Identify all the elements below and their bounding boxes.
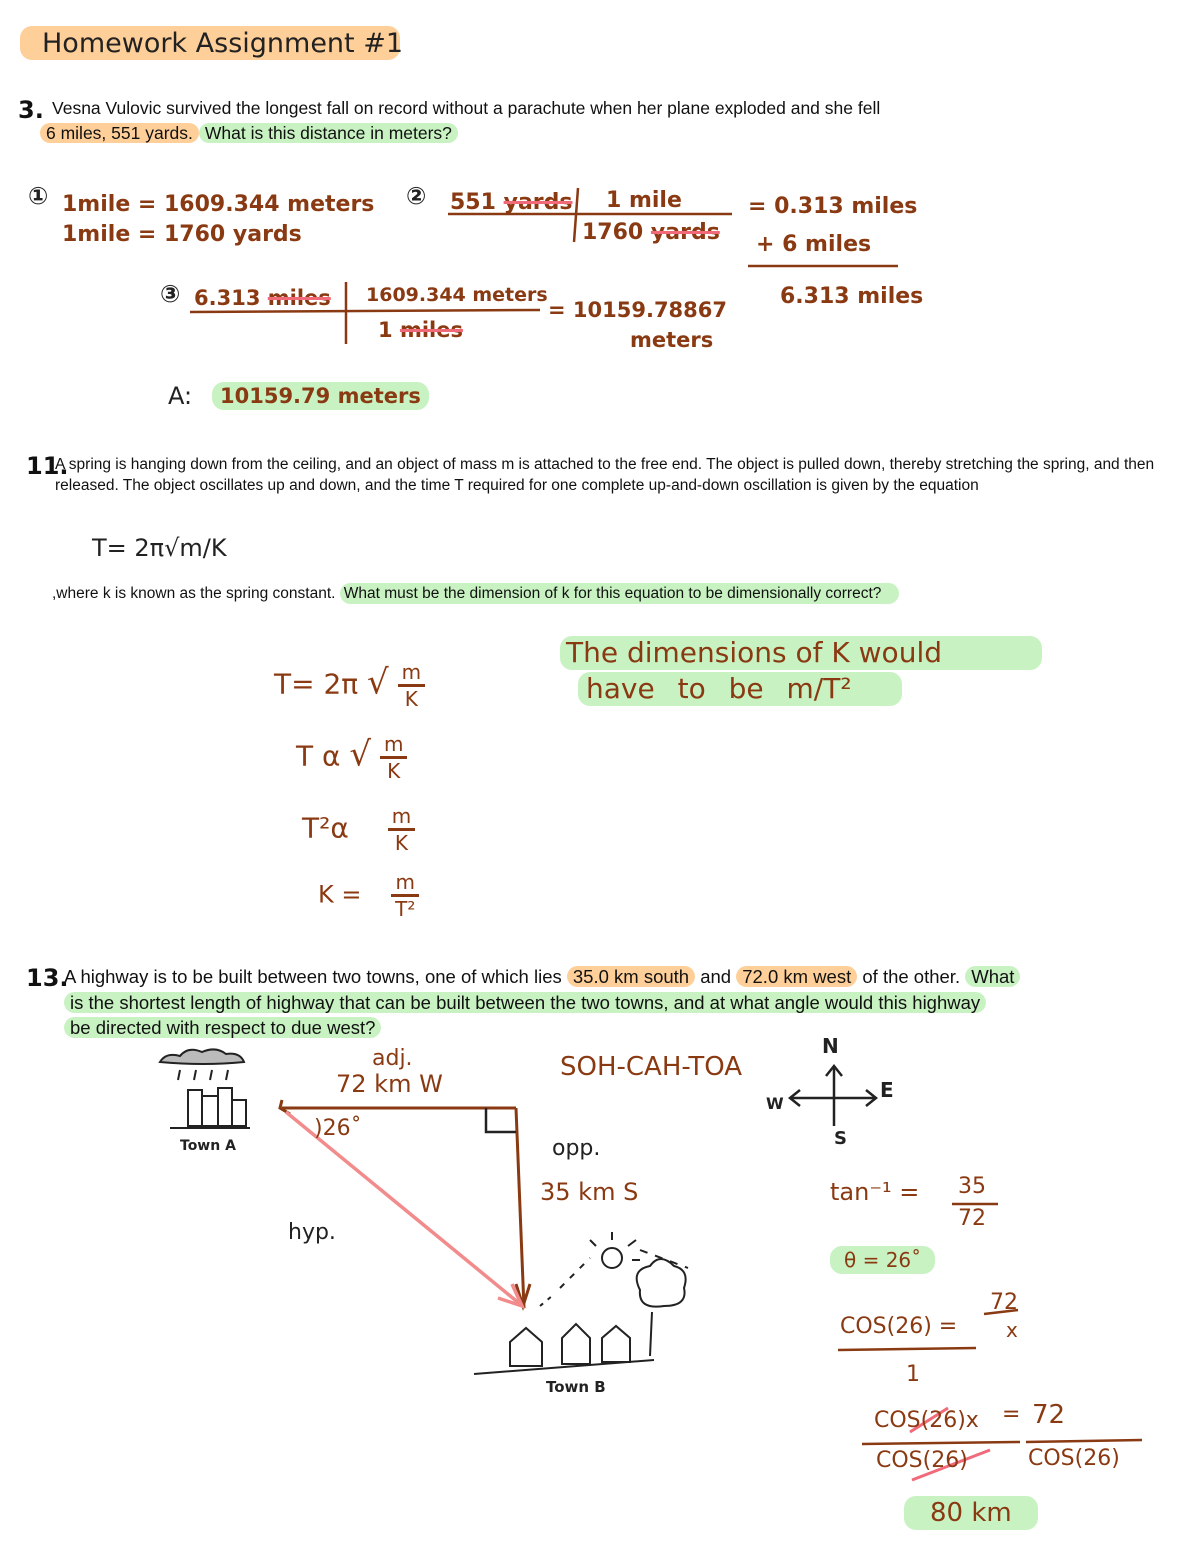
q3-step2-result: = 0.313 miles: [748, 194, 918, 219]
town-a-label: Town A: [180, 1138, 236, 1154]
q3-step3-result: = 10159.78867: [548, 298, 728, 322]
q11-work-1-lhs: T= 2π: [274, 667, 359, 701]
q3-step1-line2: 1mile = 1760 yards: [62, 222, 302, 247]
q11-text: A spring is hanging down from the ceiling, and an object of mass m is attached to the free end. The object is pulled down, thereby stretching the spring, and then released. The object oscillates up and down, and the time T required for one complete up-and-down oscillation is given by the equation: [55, 456, 1155, 494]
q3-step3-result-unit: meters: [630, 328, 714, 352]
q13-text-b: of the other.: [862, 966, 961, 987]
q13-question-b: is the shortest length of highway that can be built between the two towns, and at what angle would this highway: [64, 992, 986, 1013]
q11-work-2-k: K: [387, 759, 401, 783]
q13-question-c: be directed with respect to due west?: [64, 1017, 381, 1038]
q3-step2-num-unit: yards: [503, 190, 573, 215]
q11-question: What must be the dimension of k for this equation to be dimensionally correct?: [340, 583, 900, 604]
q3-step3-num-a: 6.313: [194, 286, 261, 310]
label-angle: )26˚: [314, 1116, 362, 1141]
q3-step2-add: + 6 miles: [756, 232, 872, 257]
q3-answer: 10159.79 meters: [212, 382, 429, 410]
cos2-num-left: COS(26)x: [874, 1408, 979, 1433]
q3-step2-num-b: 1 mile: [606, 188, 682, 213]
q11-work-3-k: K: [394, 831, 408, 855]
q3-answer-label: A:: [168, 382, 193, 410]
q11-work-4-lhs: K =: [318, 880, 362, 909]
tan-num: 35: [958, 1174, 986, 1199]
q11-text-b: ,where k is known as the spring constant.: [52, 585, 336, 602]
q3-step2-marker: ②: [406, 182, 427, 210]
q3-step3-den-unit: miles: [399, 318, 463, 342]
page-title: Homework Assignment #1: [42, 28, 404, 59]
cos2-eq: =: [1002, 1402, 1021, 1427]
q11-equation: T= 2π√m/K: [92, 534, 227, 562]
tan-den: 72: [958, 1206, 986, 1231]
q3-step1-line1: 1mile = 1609.344 meters: [62, 192, 375, 217]
q3-step1-marker: ①: [28, 182, 49, 210]
q11-answer-line1: The dimensions of K would: [566, 636, 942, 669]
cos2-num-right: 72: [1032, 1400, 1066, 1430]
q3-step3-num-unit: miles: [267, 286, 331, 310]
label-adj-value: 72 km W: [336, 1070, 443, 1098]
label-opp-value: 35 km S: [540, 1178, 639, 1206]
cos2-den-left: COS(26): [876, 1448, 968, 1473]
q3-step3-fraction-bar: [190, 310, 540, 312]
q11-number: 11.: [26, 452, 69, 480]
cos-under: 1: [906, 1362, 920, 1387]
q11-work-3-m: m: [388, 804, 415, 831]
q13-text-and: and: [700, 966, 732, 987]
q13-given-south: 35.0 km south: [567, 966, 695, 987]
q3-step3-marker: ③: [160, 280, 181, 308]
town-a-icon: [160, 1049, 250, 1128]
soh-cah-toa: SOH-CAH-TOA: [560, 1052, 743, 1082]
q3-question: What is this distance in meters?: [199, 123, 458, 143]
cos2-bar-right: [1026, 1440, 1142, 1442]
q11-work-2-lhs: T α: [296, 739, 341, 773]
q11-work-1-m: m: [398, 660, 425, 687]
q11-answer-line2: have to be m/T²: [586, 672, 852, 705]
q11-work-4-m: m: [391, 870, 419, 897]
label-adj: adj.: [372, 1046, 413, 1071]
cos-under-bar: [838, 1348, 976, 1350]
compass-s: S: [834, 1128, 847, 1149]
q3-step2-den-unit: yards: [650, 220, 720, 245]
q13-text-a: A highway is to be built between two towns, one of which lies: [64, 966, 562, 987]
q11-sqrt-1: √: [367, 662, 389, 703]
tan-lhs: tan⁻¹ =: [830, 1178, 920, 1206]
compass-w: W: [766, 1094, 784, 1113]
q13-number: 13.: [26, 964, 69, 992]
cos-num: 72: [990, 1290, 1018, 1315]
cos-lhs: COS(26) =: [840, 1314, 958, 1339]
q11-work-3-lhs: T²α: [302, 811, 349, 845]
compass-e: E: [880, 1078, 894, 1102]
cos2-bar-left: [862, 1442, 1020, 1444]
triangle-opposite-side: [516, 1108, 524, 1308]
compass-n: N: [822, 1034, 839, 1058]
q11-work-1-k: K: [404, 687, 418, 711]
q3-step2-num-a: 551: [450, 190, 496, 215]
cos2-den-right: COS(26): [1028, 1446, 1120, 1471]
q13-answer: 80 km: [904, 1496, 1038, 1530]
town-b-label: Town B: [546, 1378, 606, 1396]
cos-den: x: [1006, 1318, 1018, 1342]
q13-question-a: What: [965, 966, 1020, 987]
q3-number: 3.: [18, 96, 44, 124]
q3-given: 6 miles, 551 yards.: [40, 123, 199, 143]
right-angle-marker: [486, 1108, 516, 1132]
q3-step2-sum: 6.313 miles: [780, 284, 924, 309]
q13-given-west: 72.0 km west: [736, 966, 857, 987]
q11-sqrt-2: √: [349, 734, 372, 775]
q11-work-4-t2: T²: [395, 897, 416, 921]
town-b-icon: [474, 1232, 688, 1374]
q3-text-a: Vesna Vulovic survived the longest fall on record without a parachute when her plane exploded and she fell: [52, 98, 881, 118]
label-opp: opp.: [552, 1136, 601, 1161]
label-hyp: hyp.: [288, 1220, 336, 1245]
q3-step3-num-b: 1609.344 meters: [366, 284, 548, 306]
q11-work-2-m: m: [380, 732, 407, 759]
q3-step2-den-b: 1760: [582, 220, 644, 245]
q3-step3-den-a: 1: [378, 318, 393, 342]
compass-icon: [790, 1066, 876, 1126]
theta-result: θ = 26˚: [830, 1246, 935, 1274]
